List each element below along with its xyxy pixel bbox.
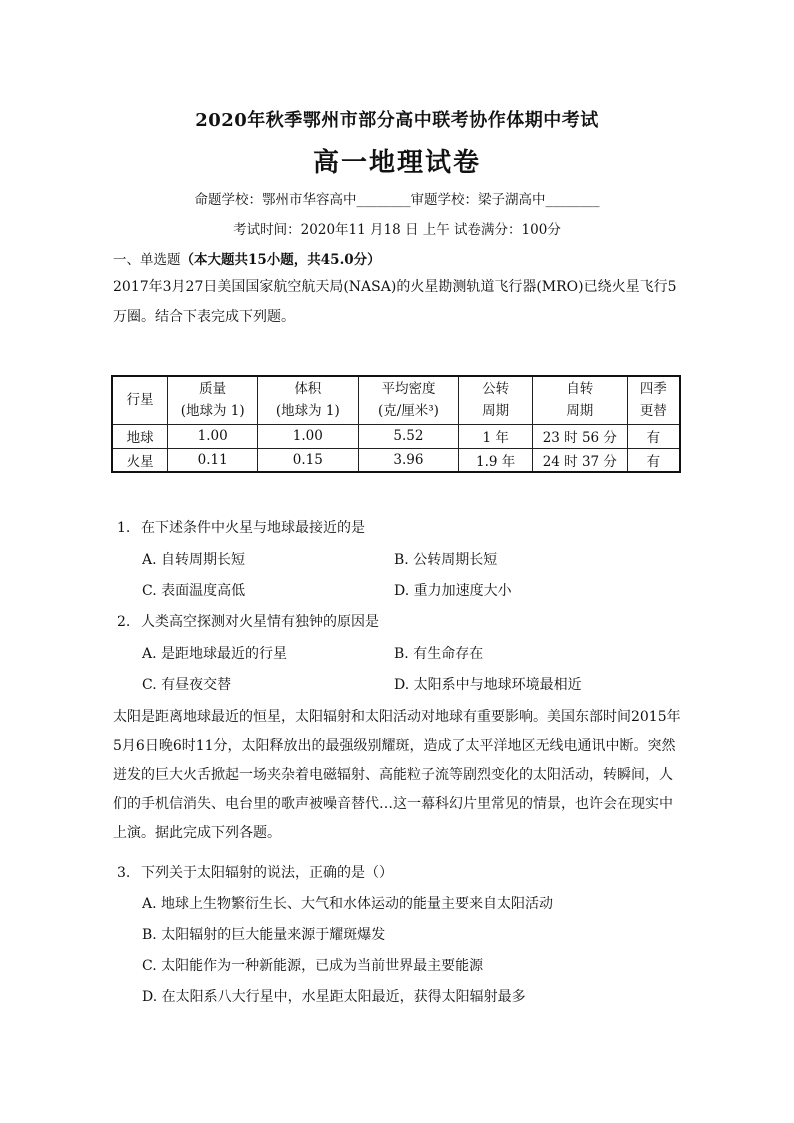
solar-paragraph: 太阳是距离地球最近的恒星，太阳辐射和太阳活动对地球有重要影响。美国东部时间2015年5月6日晚6时11分，太阳释放出的最强级别耀斑，造成了太平洋地区无线电通讯中断。突然迸发的巨大火舌掀起一场夹杂着电磁辐射、高能粒子流等剧烈变化的太阳活动，转瞬间，人们的手机信消失、电台里的歌声被噪音替代…这一幕科幻片里常见的情景，也许会在现实中上演。据此完成下列各题。 [113,709,681,841]
question-text: 在下述条件中火星与地球最接近的是 [141,520,365,536]
q2-option-a: A. 是距地球最近的行星 [142,646,288,662]
q2-option-c: C. 有昼夜交替 [142,677,232,693]
intro-paragraph: 2017年3月27日美国国家航空航天局(NASA)的火星勘测轨道飞行器(MRO)已绕火星飞行5万圈。结合下表完成下列题。 [113,279,677,325]
table-row [112,424,680,448]
exam-title: 2020年秋季鄂州市部分高中联考协作体期中考试 [195,110,599,131]
q1-option-b: B. 公转周期长短 [394,552,498,568]
section-label: 一、单选题 [113,252,181,268]
section-note: （本大题共15小题，共45.0分） [180,252,381,268]
header-rotation: 自转 周期 [533,376,628,424]
question-text: 下列关于太阳辐射的说法，正确的是（） [141,865,393,881]
header-volume: 体积 (地球为 1) [258,376,359,424]
planet-table [111,375,681,473]
table-cell: 3.96 [358,448,459,472]
question-text: 人类高空探测对火星情有独钟的原因是 [141,614,379,630]
table-cell: 1.00 [258,424,359,448]
table-row [112,448,680,472]
table-cell: 火星 [112,448,168,472]
table-cell: 24 时 37 分 [533,448,628,472]
q3-option-d: D. 在太阳系八大行星中，水星距太阳最近，获得太阳辐射最多 [142,989,526,1005]
question-number: 1. [117,520,131,536]
header-seasons: 四季 更替 [627,376,680,424]
exam-info: 考试时间：2020年11 月18 日 上午 试卷满分：100分 [233,222,561,238]
question-2 [117,611,379,631]
question-number: 2. [117,614,131,630]
header-planet: 行星 [112,376,168,424]
question-3 [117,862,393,882]
table-cell: 1.9 年 [459,448,533,472]
table-cell: 1.00 [168,424,258,448]
header-mass: 质量 (地球为 1) [168,376,258,424]
q1-option-d: D. 重力加速度大小 [394,583,512,599]
q1-option-c: C. 表面温度高低 [142,583,246,599]
q3-option-b: B. 太阳辐射的巨大能量来源于耀斑爆发 [142,927,386,943]
table-cell: 地球 [112,424,168,448]
q3-option-c: C. 太阳能作为一种新能源，已成为当前世界最主要能源 [142,958,484,974]
question-number: 3. [117,865,131,881]
table-header-row [112,376,680,424]
table-cell: 0.11 [168,448,258,472]
q3-option-a: A. 地球上生物繁衍生长、大气和水体运动的能量主要来自太阳活动 [142,896,554,912]
section-heading [113,248,381,268]
subject-title: 高一地理试卷 [312,148,481,178]
q2-option-b: B. 有生命存在 [394,646,484,662]
table-cell: 5.52 [358,424,459,448]
header-density: 平均密度 (克/厘米³) [358,376,459,424]
author-school-line: 命题学校：鄂州市华容高中________审题学校：梁子湖高中________ [194,192,600,208]
table-cell: 1 年 [459,424,533,448]
table-cell: 23 时 56 分 [533,424,628,448]
table-cell: 有 [627,448,680,472]
q1-option-a: A. 自转周期长短 [142,552,246,568]
question-1 [117,517,365,537]
table-cell: 0.15 [258,448,359,472]
header-revolution: 公转 周期 [459,376,533,424]
table-cell: 有 [627,424,680,448]
q2-option-d: D. 太阳系中与地球环境最相近 [394,677,582,693]
